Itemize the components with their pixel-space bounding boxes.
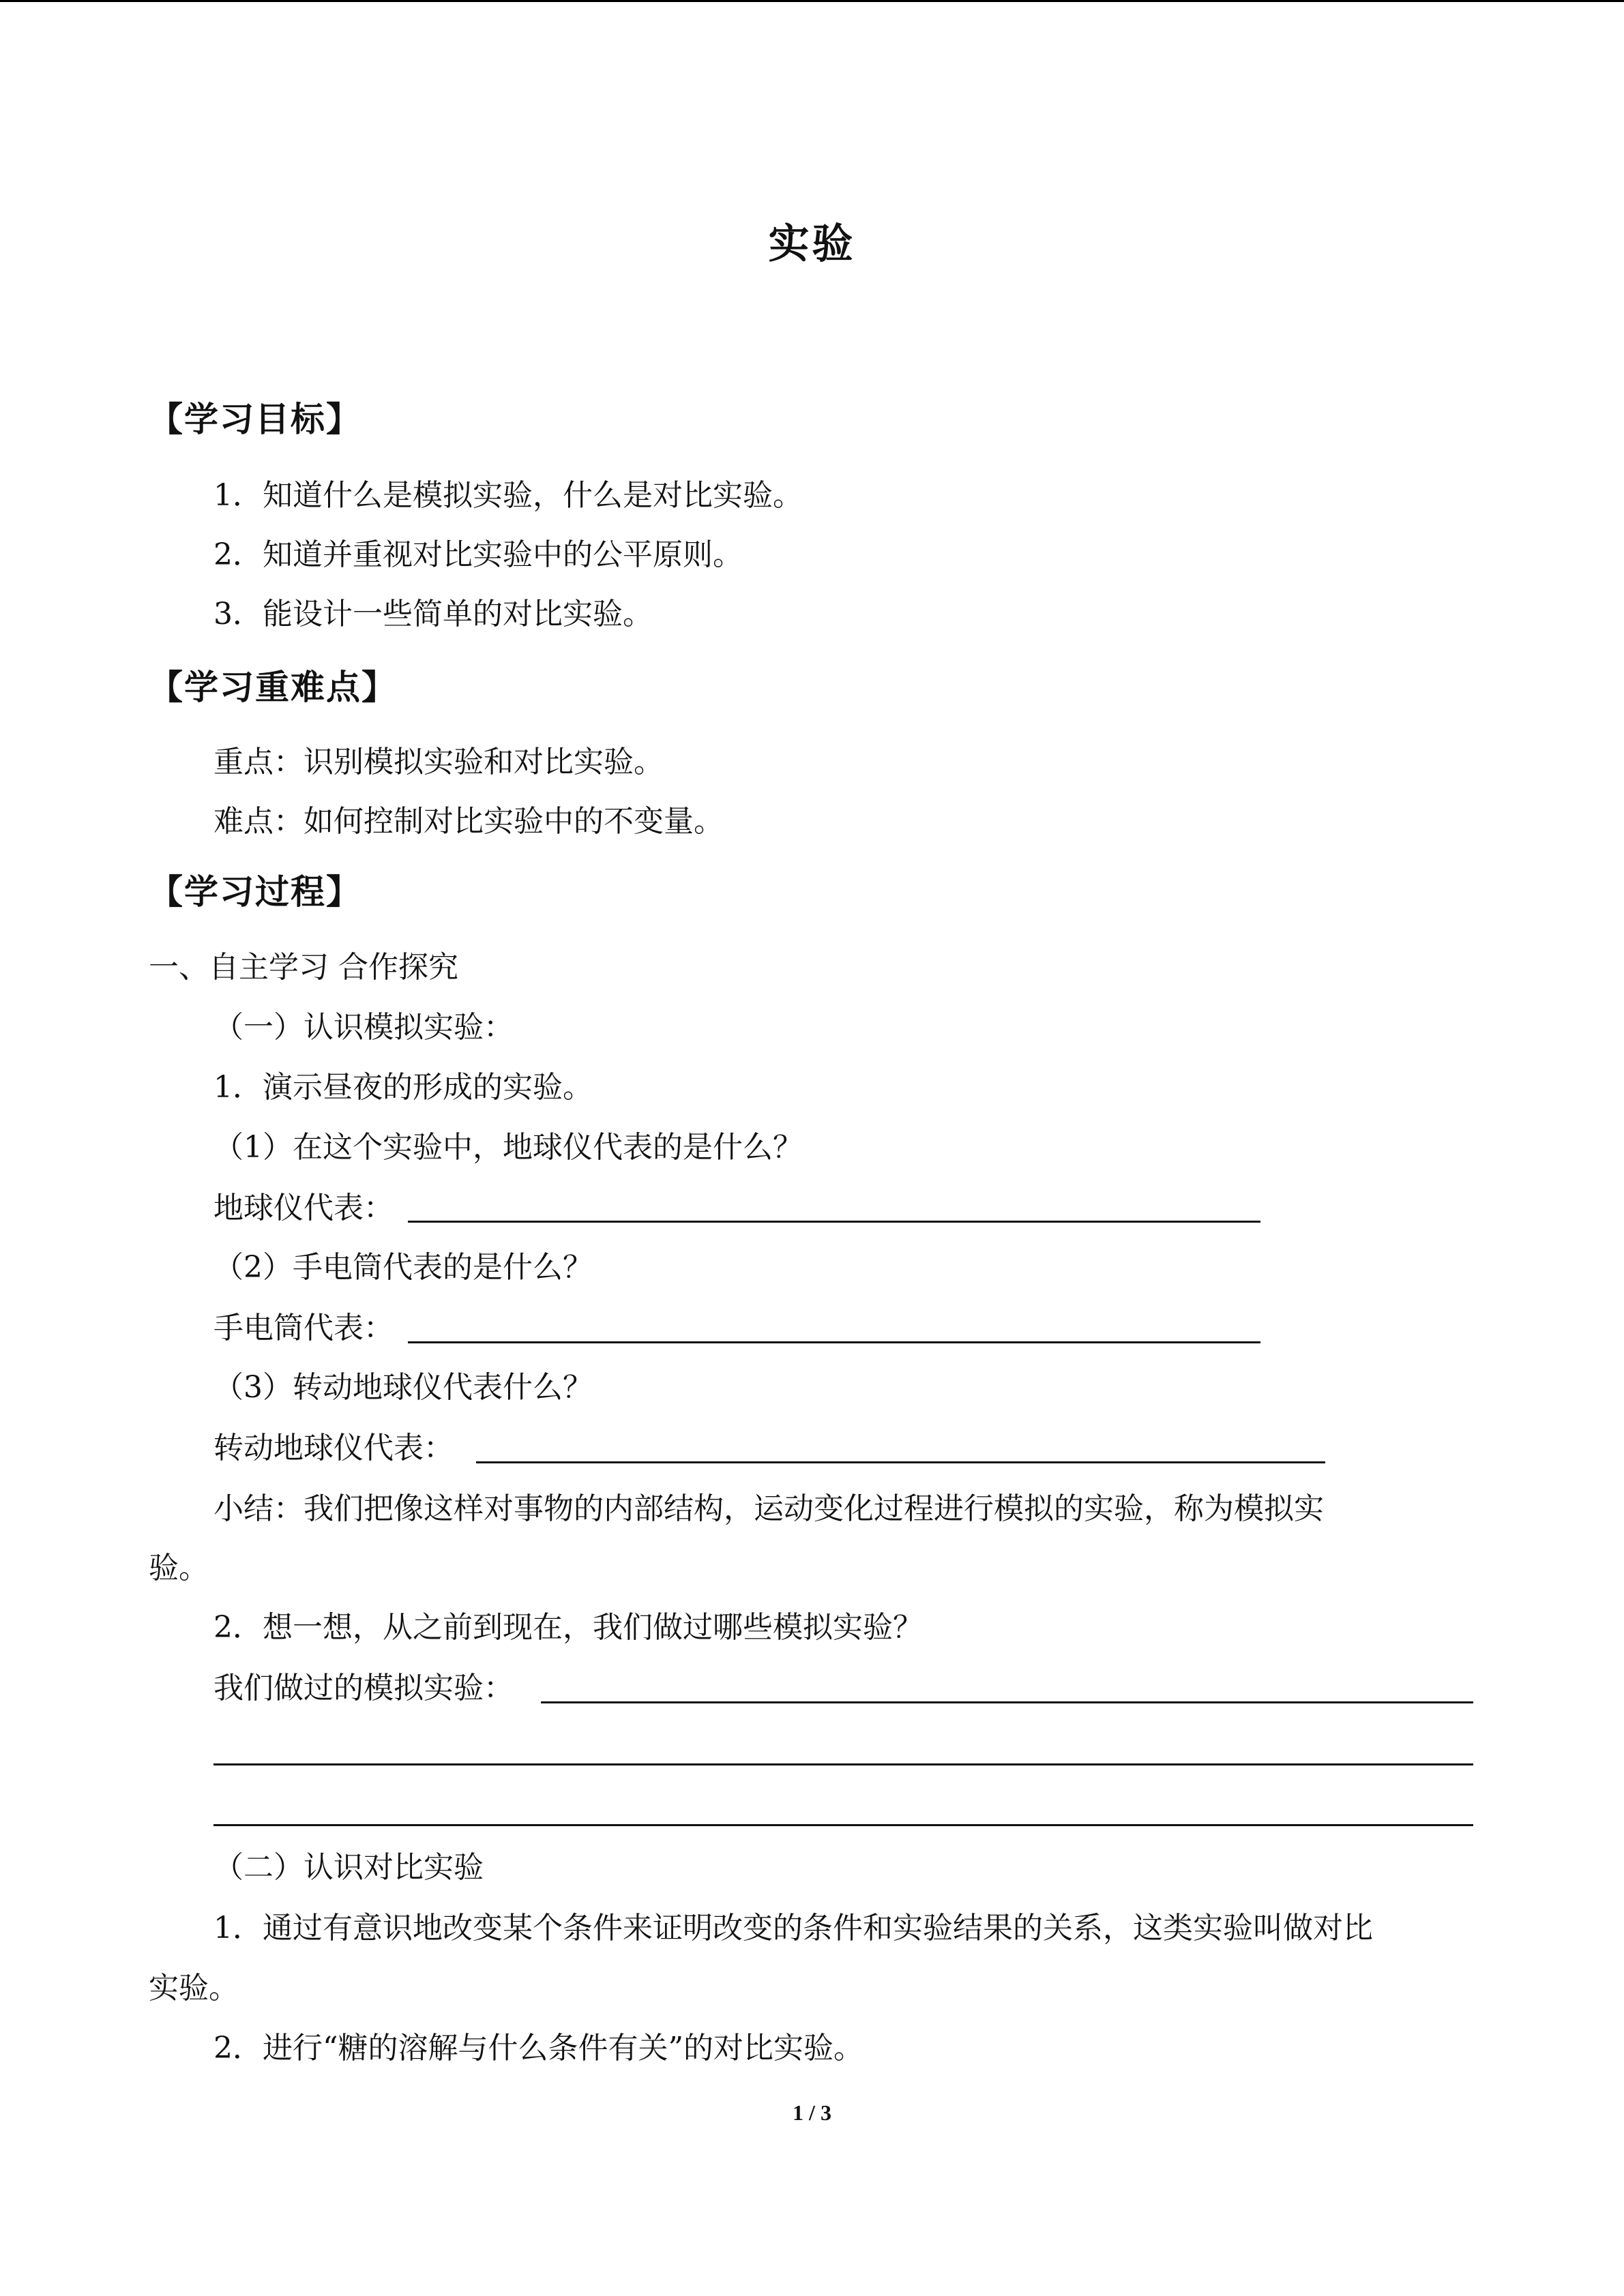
part-one-heading: 一、自主学习 合作探究 xyxy=(149,950,458,985)
answer-label-2: 手电筒代表： xyxy=(213,1311,394,1345)
sub-section-one: （一）认识模拟实验： xyxy=(213,1010,514,1045)
process-heading: 【学习过程】 xyxy=(149,872,361,912)
top-border-rule xyxy=(0,0,1624,2)
question-2: （2）手电筒代表的是什么？ xyxy=(213,1250,593,1285)
answer-label-4: 我们做过的模拟实验： xyxy=(213,1671,514,1705)
sub-section-two: （二）认识对比实验 xyxy=(213,1850,484,1885)
answer-row-1 xyxy=(213,1188,1264,1229)
difficulty-point: 难点：如何控制对比实验中的不变量。 xyxy=(213,804,724,839)
answer-blank-3[interactable] xyxy=(476,1461,1325,1463)
key-points-heading: 【学习重难点】 xyxy=(149,668,397,707)
goals-heading: 【学习目标】 xyxy=(149,400,361,439)
answer-label-1: 地球仪代表： xyxy=(213,1191,394,1225)
goal-item-3: 3．能设计一些简单的对比实验。 xyxy=(213,597,653,631)
answer-blank-4[interactable] xyxy=(541,1701,1473,1703)
goal-item-2: 2．知道并重视对比实验中的公平原则。 xyxy=(213,537,743,572)
goal-item-1: 1．知道什么是模拟实验，什么是对比实验。 xyxy=(213,478,803,513)
contrast-item-2: 2．进行“糖的溶解与什么条件有关”的对比实验。 xyxy=(213,2031,863,2066)
contrast-item-1-line-1: 1．通过有意识地改变某个条件来证明改变的条件和实验结果的关系，这类实验叫做对比 xyxy=(213,1911,1373,1945)
document-title: 实验 xyxy=(768,220,856,268)
answer-blank-5[interactable] xyxy=(213,1763,1473,1765)
page-number: 1 / 3 xyxy=(793,2100,831,2125)
question-1: （1）在这个实验中，地球仪代表的是什么？ xyxy=(213,1130,803,1165)
answer-label-3: 转动地球仪代表： xyxy=(213,1431,454,1465)
focus-point: 重点：识别模拟实验和对比实验。 xyxy=(213,745,664,779)
contrast-item-1-line-2: 实验。 xyxy=(149,1971,239,2006)
answer-blank-6[interactable] xyxy=(213,1824,1473,1826)
answer-blank-2[interactable] xyxy=(408,1341,1260,1343)
summary-line-2: 验。 xyxy=(149,1551,209,1585)
answer-blank-1[interactable] xyxy=(408,1221,1260,1223)
summary-line-1: 小结：我们把像这样对事物的内部结构，运动变化过程进行模拟的实验，称为模拟实 xyxy=(213,1491,1324,1526)
item-one: 1．演示昼夜的形成的实验。 xyxy=(213,1070,593,1105)
item-two: 2．想一想，从之前到现在，我们做过哪些模拟实验？ xyxy=(213,1610,923,1645)
question-3: （3）转动地球仪代表什么？ xyxy=(213,1370,593,1405)
